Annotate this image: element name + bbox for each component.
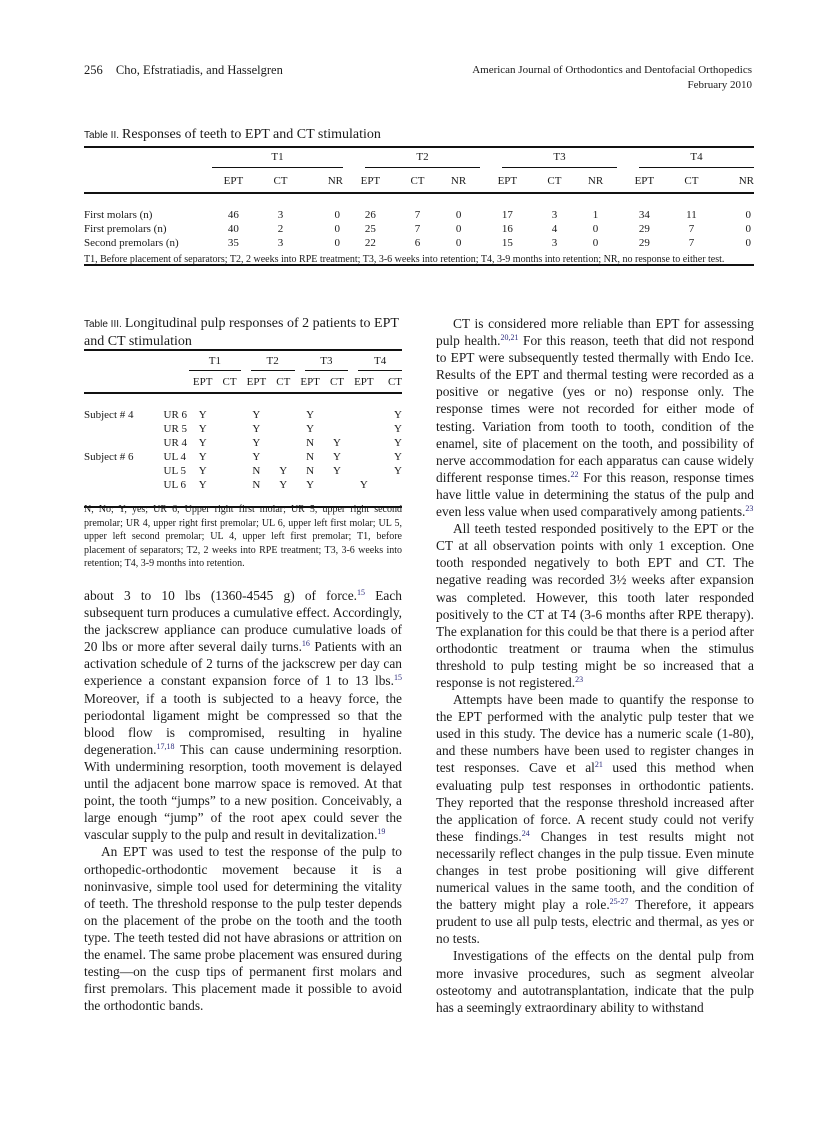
table3-label: Table III. bbox=[84, 319, 122, 330]
table3-title: Longitudinal pulp responses of 2 patients to EPT and CT stimulation bbox=[84, 316, 399, 349]
table2-subheader: EPT CT NR EPT CT NR EPT CT NR EPT CT NR bbox=[84, 170, 754, 193]
page-number: 256 bbox=[84, 63, 103, 77]
citation[interactable]: 22 bbox=[570, 469, 579, 479]
table2-caption bbox=[84, 126, 381, 144]
table2 bbox=[84, 146, 754, 266]
citation[interactable]: 23 bbox=[575, 674, 584, 684]
table3-footnote: N, No; Y, yes; UR 6, Upper right first molar; UR 5, upper right second premolar; UR 4, upper right first premolar; UL 6, upper left first molar; UL 5, upper left second premolar; UL 4, upper left first premolar; T1, before placement of separators; T2, 2 weeks into RPE treatment; T3, 3-6 weeks into retention; T4, 3-9 months into retention. bbox=[84, 504, 402, 569]
citation[interactable]: 17,18 bbox=[156, 741, 175, 751]
right-column bbox=[436, 315, 754, 1016]
running-header-right bbox=[472, 63, 752, 93]
table2-label: Table II. bbox=[84, 130, 120, 141]
table2-footnote: T1, Before placement of separators; T2, 2 weeks into RPE treatment; T3, 3-6 weeks into retention; T4, 3-9 months into retention; NR, no response to either test. bbox=[84, 254, 725, 265]
paragraph: Attempts have been made to quantify the response to the EPT performed with the analytic pulp tester that we used in this study. The device has a numeric scale (1-80), and these numbers have been used to register changes in test responses. Cave et $al^{21}$ used this method when evaluating pulp test responses in orthodontic patients. They reported that the response threshold increased after the application of force. A recent study could not verify these findings.$^{24}$ Changes in test results might not necessarily reflect changes in the pulp tissue. Even minute changes in test probe positioning will give different numerical values in the same tooth, and the condition of the battery might play a role.$^{25-27}$ Therefore, it appears prudent to use all pulp tests, electric and thermal, as yes or no tests. bbox=[436, 692, 755, 947]
table-row: Subject # 4 UR 6 Y Y Y Y bbox=[84, 409, 402, 421]
table-row: UL 6 Y N Y Y Y bbox=[163, 479, 368, 491]
citation[interactable]: 23 bbox=[745, 504, 754, 514]
table3-group-t3: T3 bbox=[295, 350, 349, 371]
citation[interactable]: 15 bbox=[394, 673, 402, 683]
table-row: Second premolars (n) 35 3 0 22 6 0 15 3 0 29 7 0 bbox=[84, 237, 751, 249]
table-row: First molars (n) 46 3 0 26 7 0 17 3 1 34 11 0 bbox=[84, 209, 751, 221]
table-row: First premolars (n) 40 2 0 25 7 0 16 4 0 29 7 0 bbox=[84, 223, 751, 235]
citation[interactable]: 16 bbox=[301, 639, 310, 649]
citation[interactable]: 20,21 bbox=[500, 333, 519, 343]
table3-group-t1: T1 bbox=[187, 350, 241, 371]
citation[interactable]: 25-27 bbox=[609, 897, 629, 907]
citation[interactable]: 15 bbox=[357, 588, 366, 597]
paragraph: An EPT was used to test the response of the pulp to orthopedic-orthodontic movement because it is a noninvasive, simple tool used for determining the vitality of teeth. The threshold response to the pulp tester depends on the placement of the probe on the tooth and the tooth type. The teeth tested did not have abrasions or attrition on the enamel. The same probe placement was ensured during testing—on the cusp tips of permanent first molars and first premolars. This placement made it possible to avoid the orthodontic bands. bbox=[84, 844, 402, 1014]
table3-group-t2: T2 bbox=[241, 350, 295, 371]
left-column bbox=[84, 587, 402, 1014]
table2-group-t4: T4 bbox=[617, 147, 754, 170]
paragraph: All teeth tested responded positively to the EPT or the CT at all observation points with only 1 exception. One tooth responded negatively to both EPT and CT. The negative reading was recorded 3½ weeks after expansion was completed. However, this tooth later responded positively to the CT at T4 (3-6 months after RPE therapy). The explanation for this could be that there is a period after orthodontic treatment or trauma when the stimulus threshold to pulp testing might be so increased that a response is not registered.$^{23}$ bbox=[436, 521, 754, 690]
issue-date: February 2010 bbox=[687, 79, 752, 91]
paragraph: CT is considered more reliable than EPT for assessing pulp health.$^{20,21}$ For this reason, teeth that did not respond to EPT were subsequently tested thermally with Endo Ice. Results of the EPT and thermal testing were recorded as a positive or negative (yes or no) response only. The response times were not recorded for either mode of testing. Variation from tooth to tooth, condition of the enamel, site of placement on the tooth, and possibility of nerve accommodation for each apparatus can cause widely different response times.$^{22}$ For this reason, response times have little value in determining the status of the pulp and even less value when used comparatively among patients.$^{23}$ bbox=[436, 316, 754, 520]
table-row: Subject # 6 UL 4 Y Y N Y Y bbox=[84, 451, 402, 463]
citation[interactable]: 24 bbox=[521, 828, 530, 838]
paragraph: Investigations of the effects on the dental pulp from more invasive procedures, such as segment alveolar osteotomy and autotransplantation, indicate that the pulp has a seemingly extraordinary ability to withstand bbox=[436, 948, 754, 1015]
table3-caption bbox=[84, 315, 402, 350]
table3 bbox=[84, 349, 402, 508]
table2-group-t2: T2 bbox=[343, 147, 480, 170]
table-row: UR 4 Y Y N Y Y bbox=[163, 437, 402, 449]
journal-name: American Journal of Orthodontics and Dentofacial Orthopedics bbox=[472, 64, 752, 76]
table-row: UR 5 Y Y Y Y bbox=[163, 423, 402, 435]
table3-group-t4: T4 bbox=[348, 350, 402, 371]
citation[interactable]: 19 bbox=[377, 827, 386, 837]
table-row: UL 5 Y N Y N Y Y bbox=[163, 465, 402, 477]
paragraph: about 3 to 10 lbs (1360-4545 g) of force.$^{15}$ Each subsequent turn produces a cumulative effect. Accordingly, the jackscrew appliance can produce cumulative loads of 20 lbs or more after several daily turns.$^{16}$ Patients with an activation schedule of 2 turns of the jackscrew per day can experience a constant expansion force of 1 to 13 lbs.$^{15}$ Moreover, if a tooth is subjected to a heavy force, the periodontal ligament might be compressed so that the blood flow is compromised, resulting in hyaline degeneration.$^{17,18}$ This can cause undermining resorption. With undermining resorption, tooth movement is delayed until the adjacent bone marrow space is removed. At that point, the tooth “jumps” to a new position. Conceivably, a large enough “jump” of the root apex could sever the vascular supply to the pulp and result in devitalization.$^{19}$ bbox=[84, 588, 403, 843]
table3-subheader: EPT CT EPT CT EPT CT EPT CT bbox=[84, 371, 402, 393]
citation[interactable]: 21 bbox=[594, 760, 603, 770]
authors: Cho, Efstratiadis, and Hasselgren bbox=[115, 63, 283, 77]
table2-group-t1: T1 bbox=[206, 147, 343, 170]
table2-group-t3: T3 bbox=[480, 147, 617, 170]
table2-group-header bbox=[84, 147, 754, 170]
running-header-left bbox=[84, 63, 283, 78]
table2-title: Responses of teeth to EPT and CT stimulation bbox=[122, 127, 381, 142]
